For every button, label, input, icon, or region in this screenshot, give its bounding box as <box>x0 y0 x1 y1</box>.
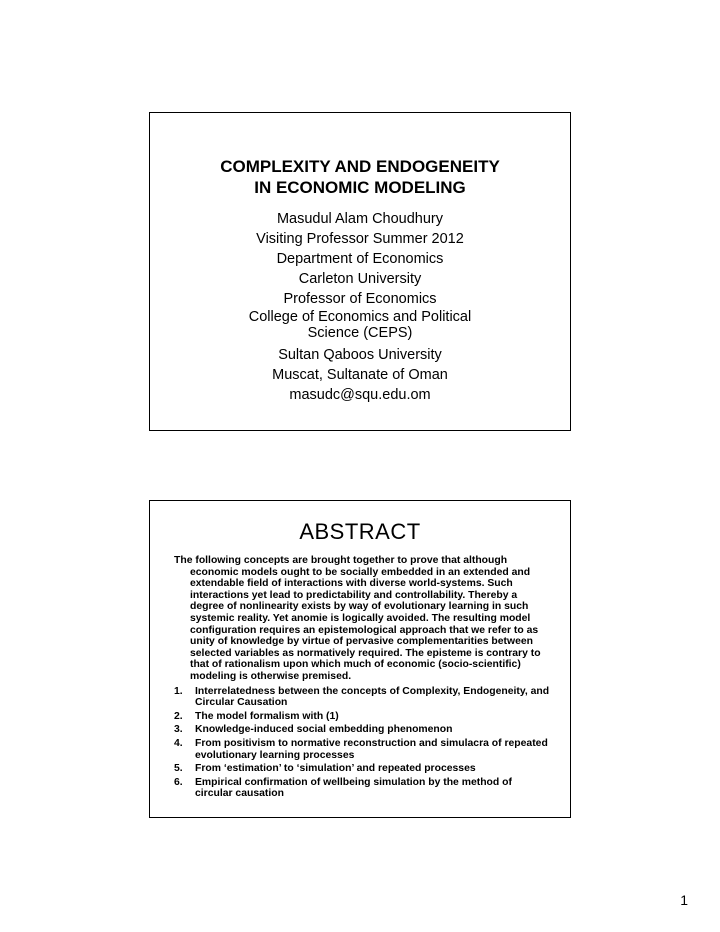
list-item: 1. Interrelatedness between the concepts of Complexity, Endogeneity, and Circular Causation <box>174 685 550 709</box>
author-title: Professor of Economics <box>283 291 437 307</box>
author-position: Visiting Professor Summer 2012 <box>256 231 464 247</box>
author-college: College of Economics and Political <box>248 309 472 325</box>
abstract-title: ABSTRACT <box>299 519 421 544</box>
list-item: 3. Knowledge-induced social embedding phenomenon <box>174 724 453 736</box>
author-location: Muscat, Sultanate of Oman <box>272 367 448 383</box>
abstract-points <box>174 686 550 800</box>
author-college-cont: Science (CEPS) <box>307 325 413 341</box>
slide-title-line: IN ECONOMIC MODELING <box>254 178 466 197</box>
abstract-slide <box>149 500 571 818</box>
author-university: Carleton University <box>298 271 422 287</box>
author-name: Masudul Alam Choudhury <box>276 211 444 227</box>
author-department: Department of Economics <box>276 251 444 267</box>
list-item: 5. From ‘estimation’ to ‘simulation’ and repeated processes <box>174 763 476 775</box>
author-email: masudc@squ.edu.om <box>289 387 431 403</box>
author-info <box>150 209 570 405</box>
author-university-2: Sultan Qaboos University <box>278 347 442 363</box>
abstract-body <box>174 555 550 800</box>
slide-title-line: COMPLEXITY AND ENDOGENEITY <box>220 157 500 176</box>
slide-title <box>150 156 570 198</box>
list-item: 4. From positivism to normative reconstruction and simulacra of repeated evolutionary learning processes <box>174 737 548 761</box>
page-number: 1 <box>680 892 688 908</box>
title-slide <box>149 112 571 431</box>
abstract-intro: The following concepts are brought together to prove that although economic models ought to be socially embedded in an extended and extendable field of interactions with diverse world-systems. Such interactions yet lead to predictability and controllability. Thereby a degree of nonlinearity exists by way of evolutionary learning in such systemic reality. Yet anomie is logically avoided. The resulting model configuration requires an epistemological approach that we refer to as unity of knowledge by virtue of pervasive complementarities between selected variables as normatively required. The episteme is contrary to that of rationalism upon which much of economic (socio-scientific) modeling is otherwise premised. <box>174 555 541 682</box>
list-item: 6. Empirical confirmation of wellbeing simulation by the method of circular causation <box>174 776 512 800</box>
list-item: 2. The model formalism with (1) <box>174 710 339 722</box>
